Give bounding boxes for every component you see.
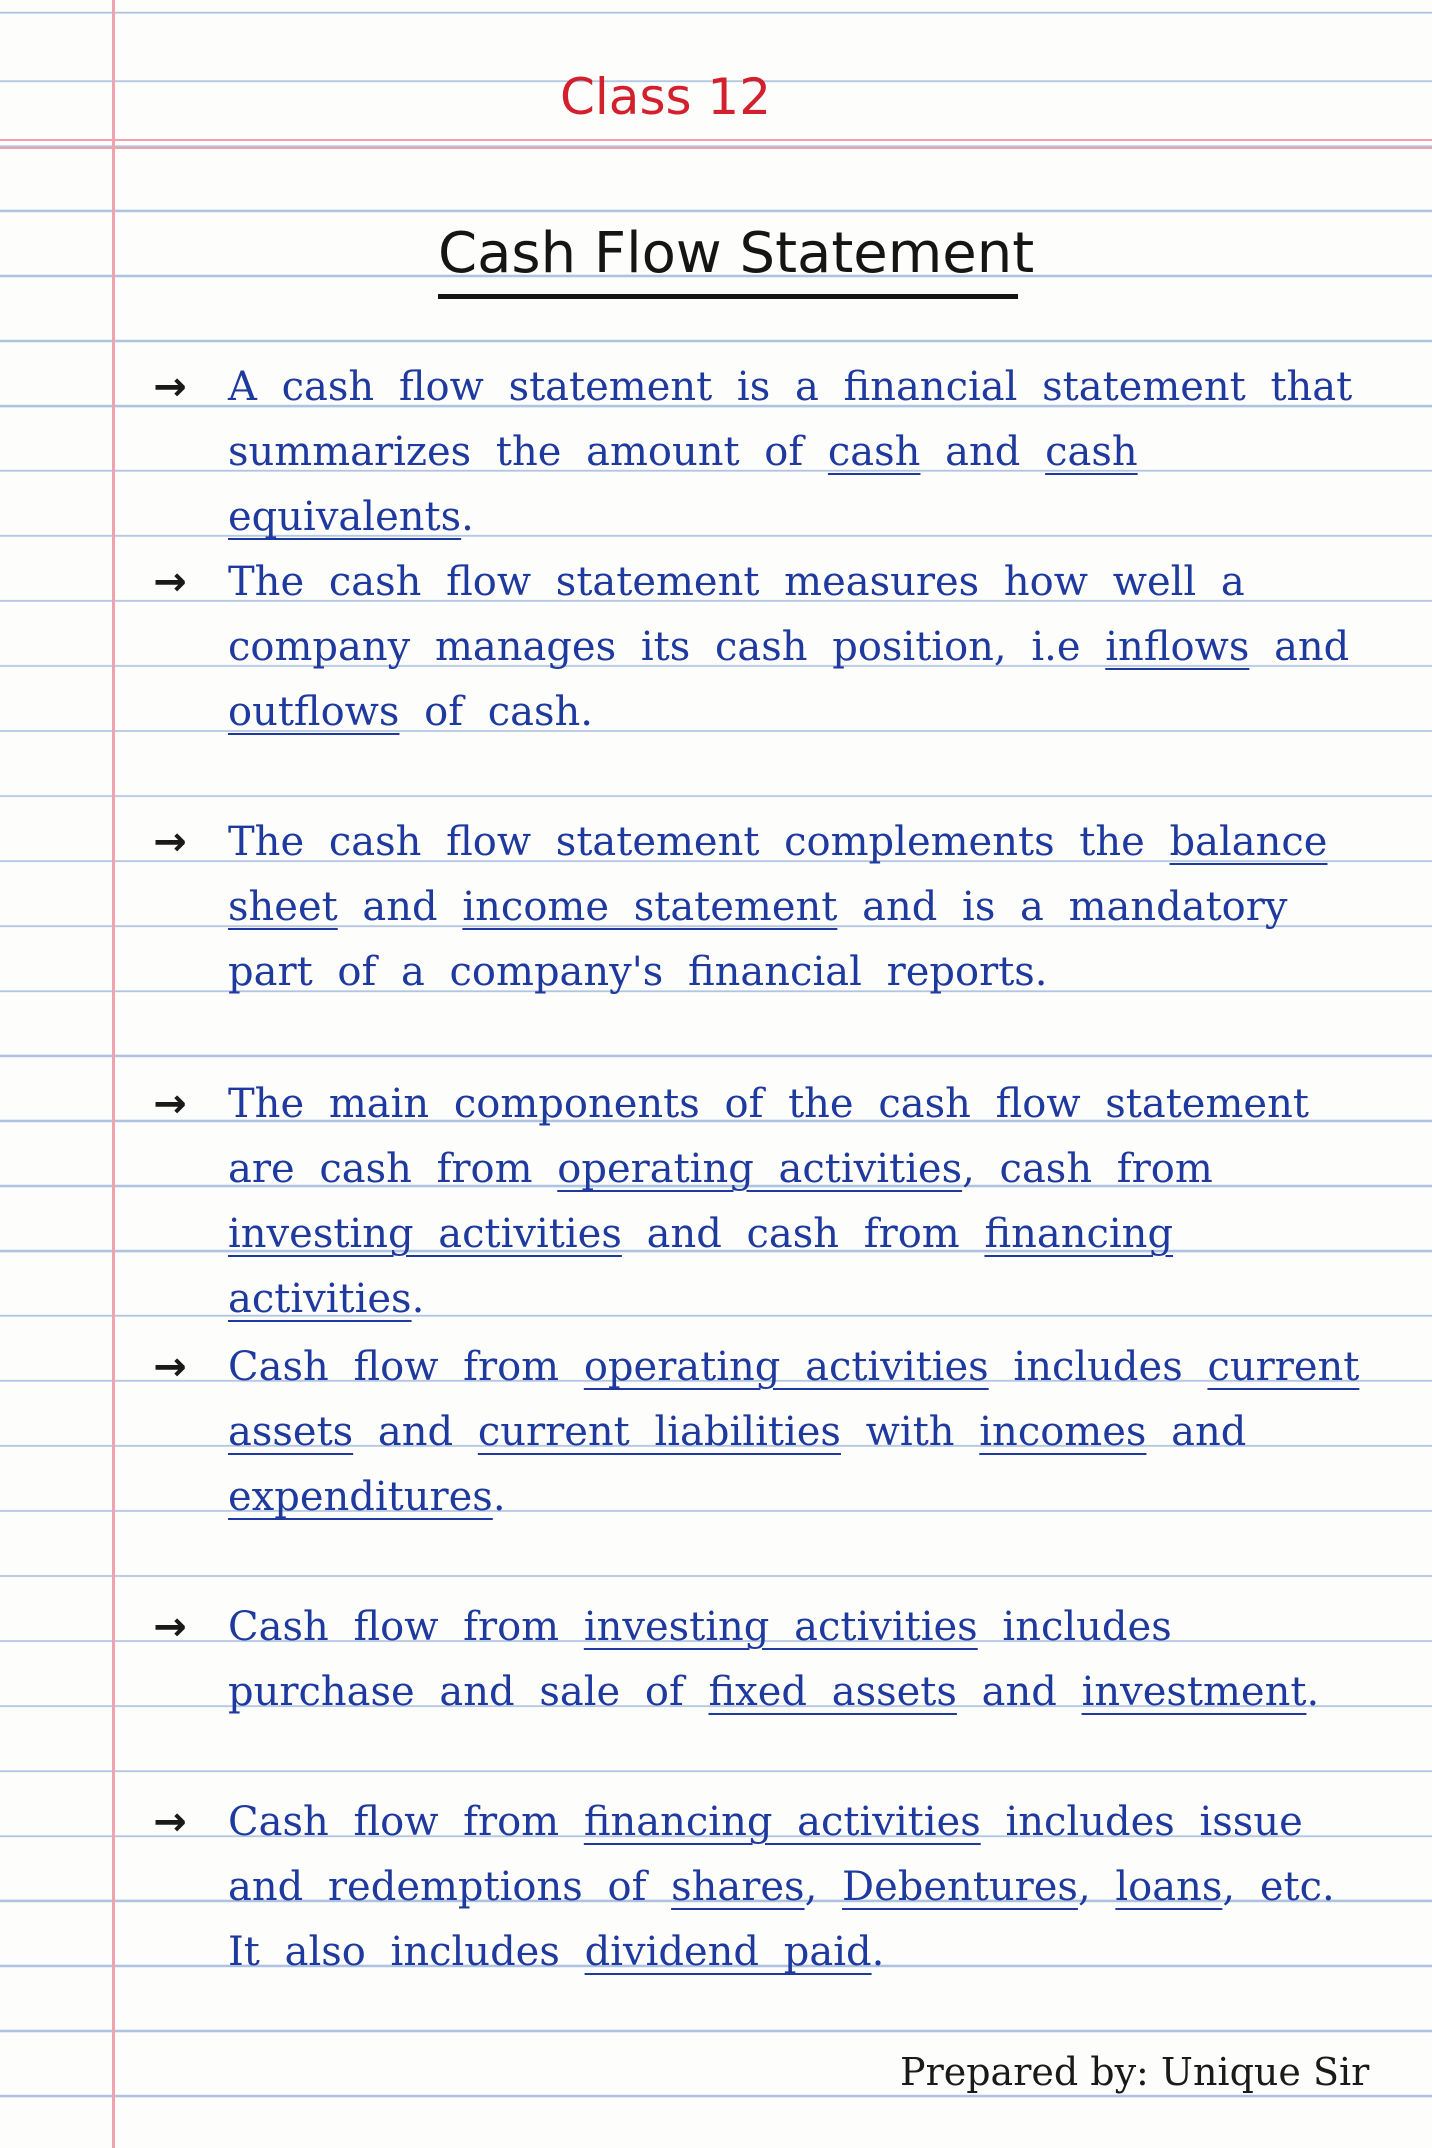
arrow-icon: →: [153, 1081, 187, 1127]
point-text: [228, 1072, 1378, 1332]
text-segment: and: [1249, 624, 1350, 670]
text-segment: Cash flow from: [228, 1799, 584, 1845]
underlined-term: shares: [671, 1864, 805, 1910]
underlined-term: operating activities: [583, 1344, 989, 1390]
underlined-term: current liabilities: [477, 1409, 841, 1455]
text-segment: ,: [1077, 1864, 1116, 1910]
underlined-term: current assets: [228, 1344, 1360, 1455]
underlined-term: cash: [827, 429, 921, 475]
underlined-term: inflows: [1105, 624, 1250, 670]
underlined-term: income statement: [462, 884, 838, 930]
underlined-term: outflows: [228, 689, 400, 735]
underlined-term: loans: [1115, 1864, 1223, 1910]
underlined-term: financing activities: [583, 1799, 981, 1845]
underlined-term: operating activities: [557, 1146, 963, 1192]
underlined-term: Debentures: [842, 1864, 1078, 1910]
text-segment: and is a mandatory part of a company's financial reports.: [228, 884, 1288, 995]
text-segment: Cash flow from: [228, 1604, 584, 1650]
text-segment: with: [840, 1409, 980, 1455]
point-text: [228, 810, 1378, 1005]
underlined-term: expenditures: [228, 1474, 493, 1520]
underlined-term: dividend paid: [584, 1929, 872, 1975]
prepared-by: Prepared by: Unique Sir: [900, 2050, 1370, 2094]
margin-line-top: [0, 139, 1432, 141]
text-segment: .: [871, 1929, 885, 1975]
text-segment: includes purchase and sale of: [228, 1604, 1172, 1715]
arrow-icon: →: [153, 1604, 187, 1650]
point-text: [228, 550, 1378, 745]
text-segment: The cash flow statement complements the: [228, 819, 1170, 865]
arrow-icon: →: [153, 1344, 187, 1390]
underlined-term: cash equivalents: [228, 429, 1138, 540]
underlined-term: investing activities: [583, 1604, 978, 1650]
underlined-term: fixed assets: [708, 1669, 957, 1715]
arrow-icon: →: [153, 819, 187, 865]
arrow-icon: →: [153, 559, 187, 605]
underlined-term: investment: [1081, 1669, 1307, 1715]
text-segment: , etc. It also includes: [228, 1864, 1335, 1975]
text-segment: The main components of the cash flow statement are cash from: [228, 1081, 1309, 1192]
underlined-term: balance sheet: [228, 819, 1328, 930]
text-segment: , cash from: [962, 1146, 1213, 1192]
class-label: Class 12: [560, 68, 772, 126]
arrow-icon: →: [153, 364, 187, 410]
point-text: [228, 355, 1378, 550]
underlined-term: incomes: [979, 1409, 1147, 1455]
text-segment: Cash flow from: [228, 1344, 584, 1390]
text-segment: .: [461, 494, 474, 540]
text-segment: includes issue and redemptions of: [228, 1799, 1303, 1910]
text-segment: and cash from: [621, 1211, 985, 1257]
margin-line-top-2: [0, 147, 1432, 149]
text-segment: and: [353, 1409, 478, 1455]
page-title: Cash Flow Statement: [438, 214, 1018, 299]
text-segment: and: [1146, 1409, 1247, 1455]
text-segment: includes: [988, 1344, 1208, 1390]
arrow-icon: →: [153, 1799, 187, 1845]
text-segment: and: [337, 884, 463, 930]
text-segment: A cash flow statement is a financial statement that summarizes the amount of: [228, 364, 1353, 475]
point-text: [228, 1595, 1378, 1725]
margin-line-vertical: [112, 0, 115, 2148]
text-segment: .: [411, 1276, 425, 1322]
underlined-term: financing activities: [228, 1211, 1174, 1322]
text-segment: of cash.: [399, 689, 594, 735]
text-segment: and: [956, 1669, 1082, 1715]
underlined-term: investing activities: [228, 1211, 622, 1257]
text-segment: .: [1306, 1669, 1320, 1715]
point-text: [228, 1335, 1378, 1530]
text-segment: .: [492, 1474, 506, 1520]
point-text: [228, 1790, 1378, 1985]
text-segment: ,: [804, 1864, 842, 1910]
text-segment: The cash flow statement measures how well a company manages its cash position, i.e: [228, 559, 1245, 670]
text-segment: and: [920, 429, 1046, 475]
